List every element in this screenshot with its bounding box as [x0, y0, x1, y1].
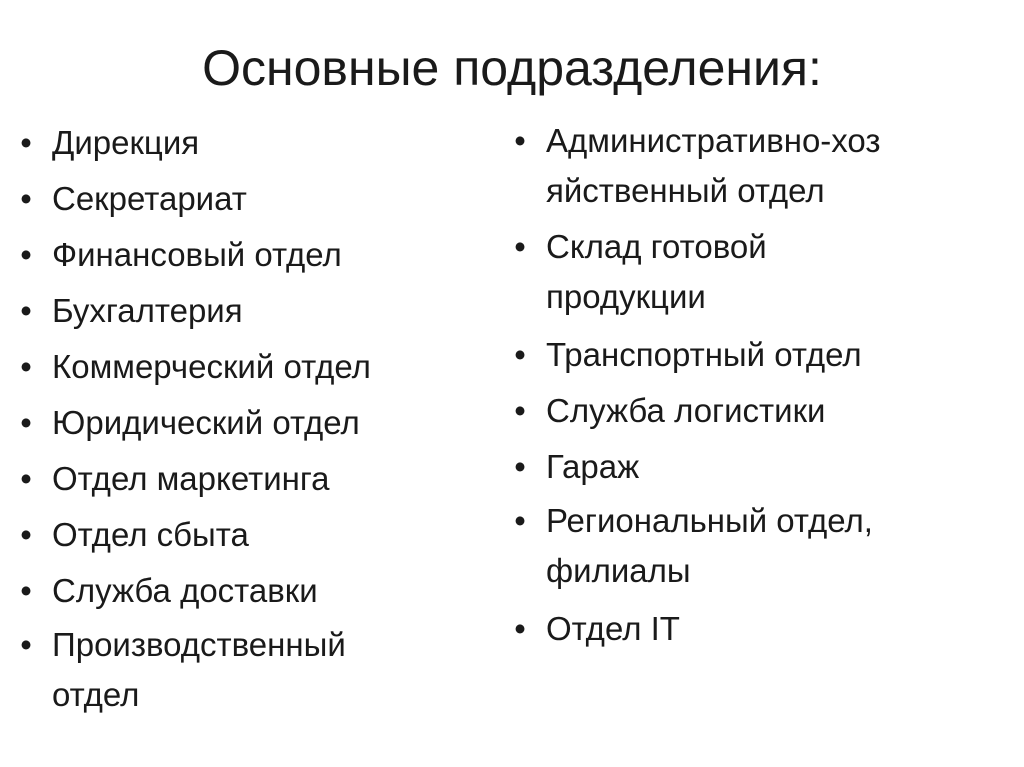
bullet-icon: • [514, 610, 526, 647]
list-item [508, 602, 1008, 656]
slide-title: Основные подразделения: [202, 40, 822, 96]
list-item [508, 222, 1008, 322]
list-item-text: Отдел маркетинга [52, 460, 330, 497]
bullet-icon: • [20, 348, 32, 385]
list-item-text: Гараж [546, 448, 640, 485]
list-item-text: Дирекция [52, 124, 200, 161]
right-column-list [508, 116, 1008, 658]
list-item-text: Региональный отдел, филиалы [546, 502, 873, 589]
bullet-icon: • [514, 448, 526, 485]
list-item-text: Секретариат [52, 180, 247, 217]
bullet-icon: • [514, 228, 526, 265]
list-item [14, 508, 484, 562]
list-item-text: Отдел IT [546, 610, 680, 647]
bullet-icon: • [20, 404, 32, 441]
list-item [14, 396, 484, 450]
list-item-text: Транспортный отдел [546, 336, 862, 373]
bullet-icon: • [514, 392, 526, 429]
list-item-text: Юридический отдел [52, 404, 360, 441]
list-item [508, 440, 1008, 494]
bullet-icon: • [20, 516, 32, 553]
list-item [14, 452, 484, 506]
list-item-text: Производственный отдел [52, 626, 346, 713]
bullet-icon: • [514, 122, 526, 159]
bullet-icon: • [20, 292, 32, 329]
list-item [508, 384, 1008, 438]
left-column-list [14, 116, 484, 722]
list-item [14, 228, 484, 282]
list-item [508, 496, 1008, 596]
list-item [14, 620, 484, 720]
list-item-text: Служба доставки [52, 572, 318, 609]
bullet-icon: • [20, 124, 32, 161]
list-item-text: Административно-хозяйственный отдел [546, 122, 881, 209]
list-item [14, 116, 484, 170]
bullet-icon: • [514, 502, 526, 539]
bullet-icon: • [20, 460, 32, 497]
list-item [508, 116, 1008, 216]
list-item [508, 328, 1008, 382]
list-item [14, 564, 484, 618]
list-item-text: Бухгалтерия [52, 292, 243, 329]
bullet-icon: • [20, 180, 32, 217]
bullet-icon: • [20, 626, 32, 663]
list-item [14, 284, 484, 338]
list-item [14, 172, 484, 226]
list-item-text: Финансовый отдел [52, 236, 342, 273]
list-item-text: Склад готовой продукции [546, 228, 767, 315]
list-item-text: Отдел сбыта [52, 516, 249, 553]
list-item-text: Коммерческий отдел [52, 348, 371, 385]
bullet-icon: • [20, 236, 32, 273]
list-item [14, 340, 484, 394]
bullet-icon: • [514, 336, 526, 373]
list-item-text: Служба логистики [546, 392, 826, 429]
bullet-icon: • [20, 572, 32, 609]
